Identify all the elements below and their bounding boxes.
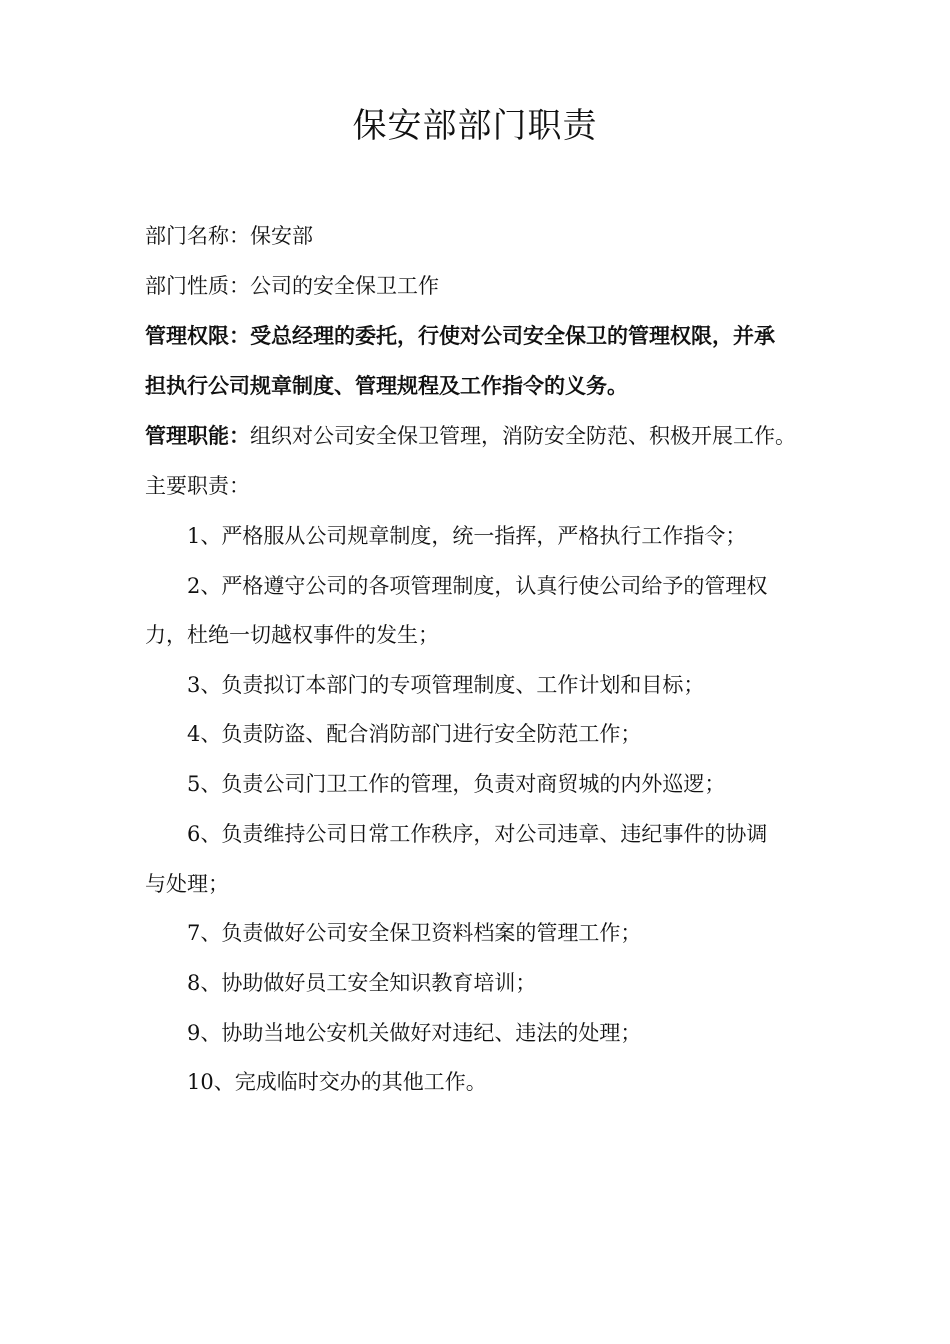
main-duties-label: 主要职责： [145, 474, 250, 498]
duty-item-continuation: 力，杜绝一切越权事件的发生； [145, 623, 439, 647]
authority-line-1: 管理权限：受总经理的委托，行使对公司安全保卫的管理权限，并承 [145, 324, 775, 348]
authority-line-2: 担执行公司规章制度、管理规程及工作指令的义务。 [145, 374, 628, 398]
duty-item: 6、负责维持公司日常工作秩序，对公司违章、违纪事件的协调 [187, 822, 768, 846]
dept-name-line: 部门名称：保安部 [145, 224, 313, 248]
duty-item: 10、完成临时交办的其他工作。 [187, 1070, 487, 1094]
duty-item: 2、严格遵守公司的各项管理制度，认真行使公司给予的管理权 [187, 574, 768, 598]
dept-nature-line: 部门性质：公司的安全保卫工作 [145, 274, 439, 298]
duty-item: 5、负责公司门卫工作的管理，负责对商贸城的内外巡逻； [187, 772, 726, 796]
function-label: 管理职能： [145, 424, 250, 448]
duty-item: 1、严格服从公司规章制度，统一指挥，严格执行工作指令； [187, 524, 747, 548]
duty-item: 4、负责防盗、配合消防部门进行安全防范工作； [187, 722, 642, 746]
duty-item: 3、负责拟订本部门的专项管理制度、工作计划和目标； [187, 673, 705, 697]
duty-item: 7、负责做好公司安全保卫资料档案的管理工作； [187, 921, 642, 945]
duty-item-continuation: 与处理； [145, 872, 229, 896]
function-text: 组织对公司安全保卫管理，消防安全防范、积极开展工作。 [250, 424, 796, 448]
duty-item: 8、协助做好员工安全知识教育培训； [187, 971, 537, 995]
duty-item: 9、协助当地公安机关做好对违纪、违法的处理； [187, 1021, 642, 1045]
page-title: 保安部部门职责 [352, 106, 598, 146]
function-line [145, 416, 796, 456]
